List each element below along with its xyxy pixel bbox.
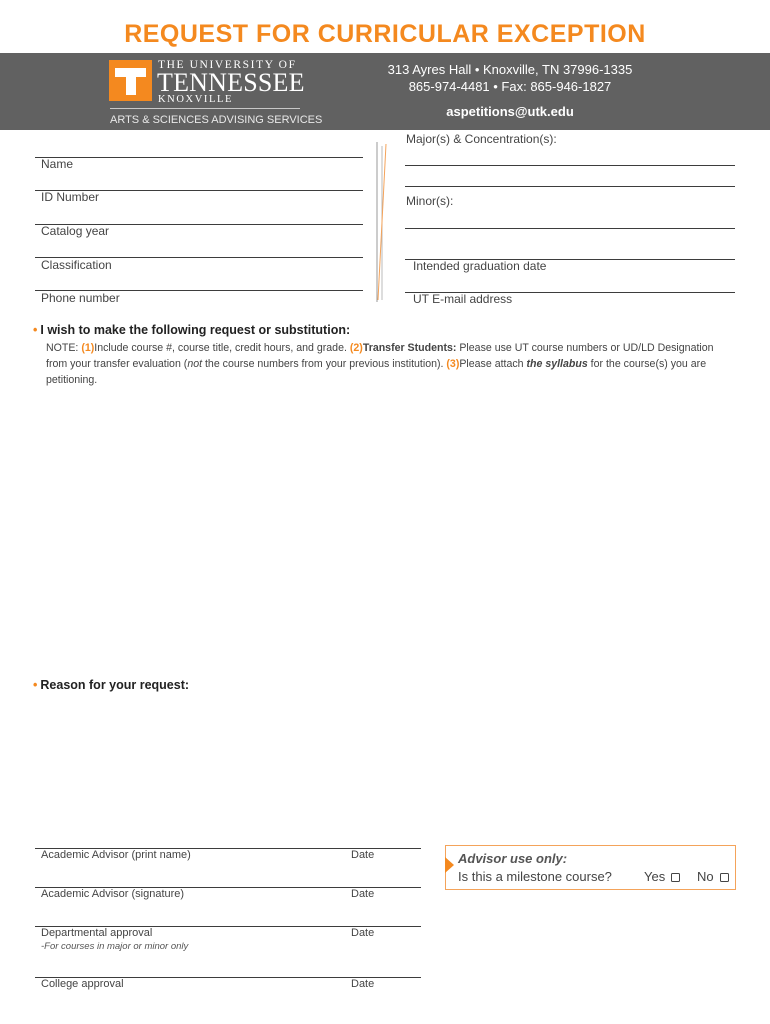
minors-line-1[interactable]: [405, 228, 735, 229]
no-checkbox[interactable]: [720, 873, 729, 882]
column-divider: [374, 140, 394, 304]
reason-text-area[interactable]: [35, 698, 735, 838]
office-email: aspetitions@utk.edu: [446, 104, 574, 119]
university-name-line3: KNOXVILLE: [158, 94, 234, 105]
id-number-label: ID Number: [41, 190, 100, 204]
form-title: REQUEST FOR CURRICULAR EXCEPTION: [124, 20, 646, 48]
university-name-line1: THE UNIVERSITY OF: [158, 59, 297, 71]
yes-label: Yes: [644, 869, 666, 884]
yes-checkbox[interactable]: [671, 873, 680, 882]
advisor-print-date-label: Date: [351, 849, 375, 861]
majors-line-2[interactable]: [405, 186, 735, 187]
name-label: Name: [41, 157, 74, 171]
power-t-logo-icon: [109, 60, 152, 101]
office-phone-fax: 865-974-4481 • Fax: 865-946-1827: [408, 79, 612, 94]
request-text-area[interactable]: [35, 392, 735, 672]
logo-divider: [110, 108, 300, 109]
department-name: ARTS & SCIENCES ADVISING SERVICES: [110, 114, 323, 126]
dept-approval-label: Departmental approval: [41, 927, 153, 939]
reason-heading: • Reason for your request:: [33, 678, 190, 692]
advisor-signature-date-label: Date: [351, 888, 375, 900]
request-note: NOTE: (1)Include course #, course title, credit hours, and grade. (2)Transfer Students: Please use UT course numbers or UD/LD Designation from your transfer evaluation (not the course numbers from your previous institution). (3)Please attach the syllabus for the course(s) you are petitioning.: [46, 342, 714, 386]
header-banner: [0, 53, 770, 130]
phone-number-label: Phone number: [41, 291, 120, 305]
majors-line-1[interactable]: [405, 165, 735, 166]
name-line[interactable]: [35, 157, 363, 158]
no-label: No: [697, 869, 714, 884]
ut-email-label: UT E-mail address: [413, 292, 513, 306]
bullet-icon: •: [33, 678, 38, 692]
catalog-year-label: Catalog year: [41, 224, 110, 238]
classification-label: Classification: [41, 258, 112, 272]
milestone-question: Is this a milestone course?: [458, 869, 612, 884]
minors-label: Minor(s):: [406, 194, 454, 208]
advisor-signature-label: Academic Advisor (signature): [41, 888, 185, 900]
college-approval-label: College approval: [41, 978, 124, 990]
request-heading: • I wish to make the following request or substitution:: [33, 323, 351, 337]
advisor-use-title: Advisor use only:: [458, 851, 568, 866]
dept-approval-date-label: Date: [351, 927, 375, 939]
college-approval-date-label: Date: [351, 978, 375, 990]
advisor-print-label: Academic Advisor (print name): [41, 849, 191, 861]
majors-label: Major(s) & Concentration(s):: [406, 132, 557, 146]
university-name-line2: TENNESSEE: [157, 68, 305, 97]
dept-approval-note: -For courses in major or minor only: [41, 941, 189, 952]
office-address: 313 Ayres Hall • Knoxville, TN 37996-1335: [387, 62, 633, 77]
bullet-icon: •: [33, 323, 38, 337]
advisor-use-box: [445, 845, 736, 890]
arrow-icon: [445, 857, 454, 873]
grad-date-label: Intended graduation date: [413, 259, 547, 273]
